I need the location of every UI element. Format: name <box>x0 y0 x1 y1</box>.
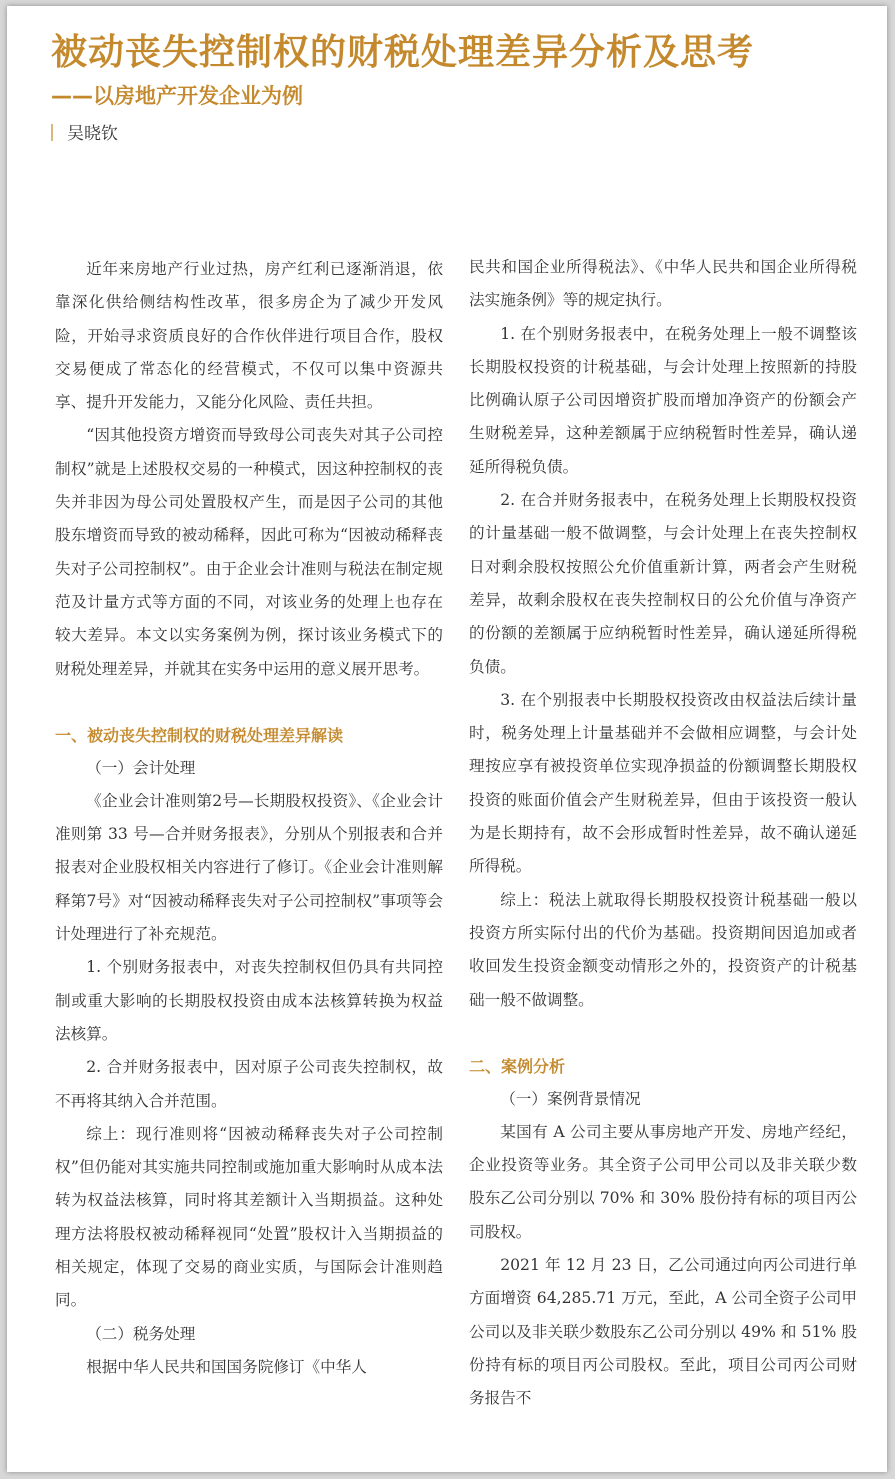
author-name: 吴晓钦 <box>67 124 118 144</box>
section-gap <box>55 686 443 719</box>
paragraph: 2. 在合并财务报表中，在税务处理上长期股权投资的计量基础一般不做调整，与会计处理上在丧失控制权日对剩余股权按照公允价值重新计算，两者会产生财税差异，故剩余股权在丧失控制权日的公允价值与净资产的份额的差额属于应纳税暂时性差异，确认递延所得税负债。 <box>469 491 857 676</box>
paragraph: 根据中华人民共和国国务院修订《中华人 <box>86 1357 367 1376</box>
paragraph: 1. 在个别财务报表中，在税务处理上一般不调整该长期股权投资的计税基础，与会计处理上按照新的持股比例确认原子公司因增资扩股而增加净资产的份额会产生财税差异，这种差额属于应纳税暂时性差异，确认递延所得税负债。 <box>469 324 857 476</box>
subsection-heading: （一）会计处理 <box>86 758 196 777</box>
article-title: 被动丧失控制权的财税处理差异分析及思考 <box>51 32 755 73</box>
paragraph: 近年来房地产行业过热，房产红利已逐渐消退，依靠深化供给侧结构性改革，很多房企为了减少开发风险，开始寻求资质良好的合作伙伴进行项目合作，股权交易便成了常态化的经营模式，不仅可以集中资源共享、提升开发能力，又能分化风险、责任共担。 <box>55 260 443 412</box>
article-subtitle: ——以房地产开发企业为例 <box>51 84 303 108</box>
section-gap <box>469 1017 857 1050</box>
paragraph: 《企业会计准则第2号—长期股权投资》、《企业会计准则第 33 号—合并财务报表》，分别从个别报表和合并报表对企业股权相关内容进行了修订。《企业会计准则解释第7号》对“因被动稀释丧失对子公司控制权”事项等会计处理进行了补充规范。 <box>55 791 443 944</box>
paragraph: 综上：税法上就取得长期股权投资计税基础一般以投资方所实际付出的代价为基础。投资期间因追加或者收回发生投资金额变动情形之外的，投资资产的计税基础一般不做调整。 <box>469 890 857 1009</box>
paragraph: 2. 合并财务报表中，因对原子公司丧失控制权，故不再将其纳入合并范围。 <box>55 1058 443 1110</box>
paragraph: 某国有 A 公司主要从事房地产开发、房地产经纪，企业投资等业务。其全资子公司甲公司以及非关联少数股东乙公司分别以 70% 和 30% 股份持有标的项目丙公司股权。 <box>469 1122 857 1241</box>
paragraph: 民共和国企业所得税法》、《中华人民共和国企业所得税法实施条例》等的规定执行。 <box>469 258 857 310</box>
paragraph: 1. 个别财务报表中，对丧失控制权但仍具有共同控制或重大影响的长期股权投资由成本法核算转换为权益法核算。 <box>55 958 443 1043</box>
section-heading: 一、被动丧失控制权的财税处理差异解读 <box>55 725 344 745</box>
left-column <box>55 253 443 1384</box>
paragraph: 综上：现行准则将“因被动稀释丧失对子公司控制权”但仍能对其实施共同控制或施加重大影响时从成本法转为权益法核算，同时将其差额计入当期损益。这种处理方法将股权被动稀释视同“处置”股权计入当期损益的相关规定，体现了交易的商业实质，与国际会计准则趋同。 <box>55 1124 443 1310</box>
section-heading: 二、案例分析 <box>469 1056 566 1076</box>
paragraph: 2021 年 12 月 23 日，乙公司通过向丙公司进行单方面增资 64,285.71 万元，至此，A 公司全资子公司甲公司以及非关联少数股东乙公司分别以 49% 和 51% 股份持有标的项目丙公司股权。至此，项目公司丙公司财务报告不 <box>469 1256 857 1408</box>
paragraph: “因其他投资方增资而导致母公司丧失对其子公司控制权”就是上述股权交易的一种模式，因这种控制权的丧失并非因为母公司处置股权产生，而是因子公司的其他股东增资而导致的被动稀释，因此可称为“因被动稀释丧失对子公司控制权”。由于企业会计准则与税法在制定规范及计量方式等方面的不同，对该业务的处理上也存在较大差异。本文以实务案例为例，探讨该业务模式下的财税处理差异，并就其在实务中运用的意义展开思考。 <box>55 426 443 678</box>
author-divider <box>51 124 53 141</box>
author-line <box>51 121 118 147</box>
right-column <box>469 251 857 1416</box>
subsection-heading: （一）案例背景情况 <box>500 1089 641 1108</box>
article-page <box>7 6 887 1472</box>
paragraph: 3. 在个别报表中长期股权投资改由权益法后续计量时，税务处理上计量基础并不会做相应调整，与会计处理按应享有被投资单位实现净损益的份额调整长期股权投资的账面价值会产生财税差异，但由于该投资一般认为是长期持有，故不会形成暂时性差异，故不确认递延所得税。 <box>469 690 857 876</box>
subsection-heading: （二）税务处理 <box>86 1324 196 1343</box>
